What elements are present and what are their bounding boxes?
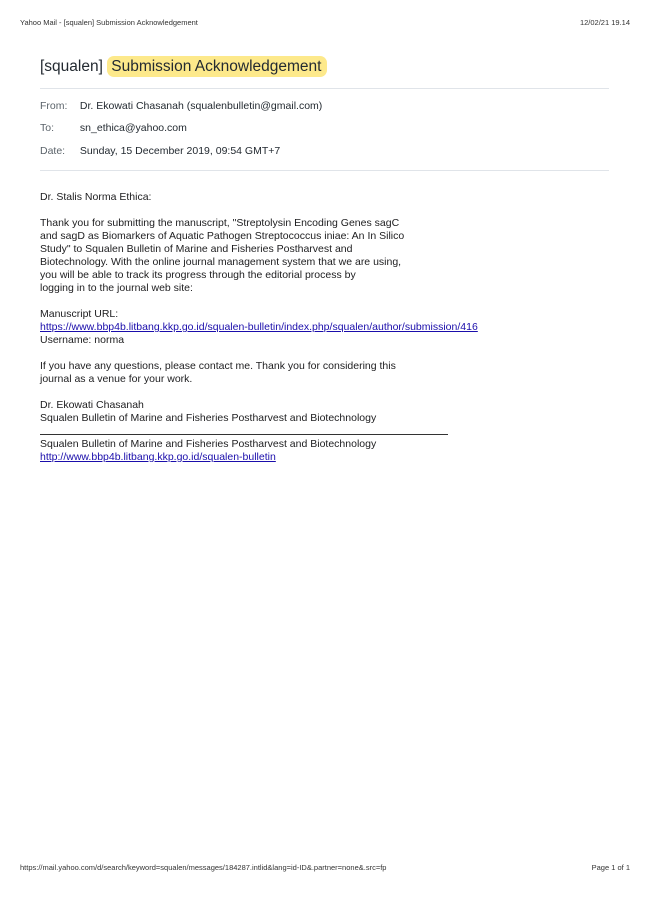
date-label: Date: [40,145,66,157]
from-label: From: [40,100,68,112]
username-line: Username: norma [40,334,125,346]
footer-org: Squalen Bulletin of Marine and Fisheries Postharvest and Biotechnology [40,438,377,450]
print-footer-page: Page 1 of 1 [591,863,630,872]
print-footer [20,863,630,875]
print-header-title: Yahoo Mail - [squalen] Submission Acknowledgement [20,18,198,27]
to-row [40,122,187,134]
signature-name: Dr. Ekowati Chasanah [40,399,144,411]
greeting: Dr. Stalis Norma Ethica: [40,191,152,203]
print-header-datetime: 12/02/21 19.14 [579,18,630,27]
manuscript-label: Manuscript URL: [40,308,119,320]
email-subject [40,58,327,76]
to-value[interactable]: sn_ethica@yahoo.com [79,122,187,134]
from-value[interactable]: Dr. Ekowati Chasanah (squalenbulletin@gmail.com) [79,100,323,112]
signature-separator [40,425,448,435]
to-label: To: [40,122,55,134]
print-footer-url: https://mail.yahoo.com/d/search/keyword=squalen/messages/184287.intlid&lang=id-ID&.partner=none&.src=fp [20,863,387,872]
date-value: Sunday, 15 December 2019, 09:54 GMT+7 [79,145,281,157]
body-paragraph-1: Thank you for submitting the manuscript, "Streptolysin Encoding Genes sagC and sagD as Biomarkers of Aquatic Pathogen Streptococcus iniae: An In Silico Study" to Squalen Bulletin of Marine and Fisheries Postharvest and Biotechnology. With the online journal management system that we are using, you will be able to track its progress through the editorial process by logging in to the journal web site: [40,217,405,294]
print-header [20,18,630,30]
signature-block [40,399,560,425]
signature-org: Squalen Bulletin of Marine and Fisheries Postharvest and Biotechnology [40,412,377,424]
header-divider [40,88,609,89]
body-paragraph-2: If you have any questions, please contact me. Thank you for considering this journal as a venue for your work. [40,360,396,385]
footer-url-link[interactable]: http://www.bbp4b.litbang.kkp.go.id/squalen-bulletin [40,451,276,463]
manuscript-block [40,308,560,347]
email-body [40,191,560,464]
meta-divider [40,170,609,171]
date-row [40,145,280,157]
subject-highlight: Submission Acknowledgement [107,56,327,77]
from-row [40,100,322,112]
manuscript-url-link[interactable]: https://www.bbp4b.litbang.kkp.go.id/squalen-bulletin/index.php/squalen/author/submission/416 [40,321,478,333]
subject-tag: [squalen] [40,58,103,75]
